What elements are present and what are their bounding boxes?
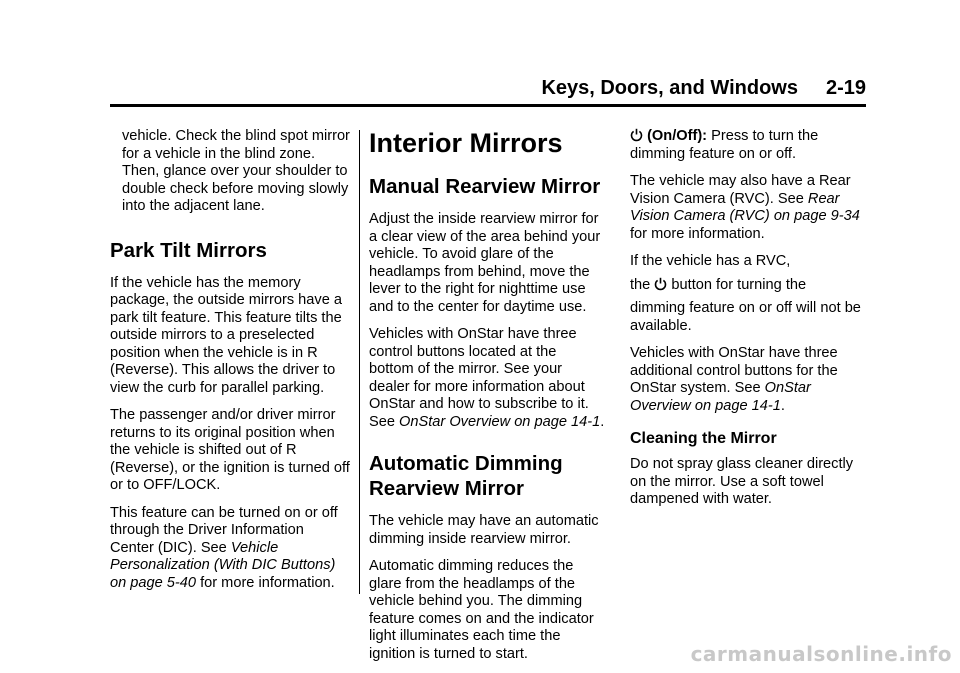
column-2 (369, 128, 605, 673)
page-reference-link[interactable]: OnStar Overview on page 14-1 (399, 413, 601, 430)
paragraph: The vehicle may also have a Rear Vision Camera (RVC). See Rear Vision Camera (RVC) on page 9-34 for more information. (630, 173, 860, 242)
paragraph: Vehicles with OnStar have three control buttons located at the bottom of the mirror. See your dealer for more information about OnStar and how to subscribe to it. See OnStar Overview on page 14-1. (369, 326, 605, 430)
watermark: carmanualsonline.info (690, 642, 952, 666)
page-reference-link[interactable]: Vehicle Personalization (With DIC Buttons) on page 5-40 (110, 539, 336, 591)
column-3 (630, 128, 868, 519)
paragraph: If the vehicle has the memory package, the outside mirrors have a park tilt feature. This feature tilts the outside mirrors to a preselected position when the vehicle is in R (Reverse). This allows the driver to view the curb for parallel parking. (110, 274, 343, 396)
page-number: 2-19 (825, 77, 866, 99)
heading-cleaning-the-mirror: Cleaning the Mirror (630, 430, 777, 447)
power-icon (630, 128, 643, 142)
paragraph: dimming feature on or off will not be available. (630, 300, 861, 334)
paragraph: Adjust the inside rearview mirror for a clear view of the area behind your vehicle. To avoid glare of the headlamps from behind, move the lever to the right for nighttime use and to the center for daytime use. (369, 211, 601, 315)
paragraph: Do not spray glass cleaner directly on the mirror. Use a soft towel dampened with water. (630, 456, 854, 507)
paragraph: The passenger and/or driver mirror returns to its original position when the vehicle is shifted out of R (Reverse), or the ignition is turned off or to OFF/LOCK. (110, 407, 350, 493)
section-title: Keys, Doors, and Windows (541, 77, 798, 99)
column-divider (359, 130, 360, 594)
paragraph: This feature can be turned on or off through the Driver Information Center (DIC). See Vehicle Personalization (With DIC Buttons) on page 5-40 for more information. (110, 504, 338, 591)
paragraph: If the vehicle has a RVC, (630, 253, 791, 269)
header-rule (110, 104, 866, 107)
paragraph: Automatic dimming reduces the glare from the headlamps of the vehicle behind you. The dimming feature comes on and the indicator light illuminates each time the ignition is turned to start. (369, 558, 594, 662)
paragraph: The vehicle may have an automatic dimming inside rearview mirror. (369, 513, 599, 547)
heading-automatic-dimming: Automatic Dimming Rearview Mirror (369, 452, 563, 500)
heading-park-tilt-mirrors: Park Tilt Mirrors (110, 238, 267, 262)
column-1 (110, 128, 350, 602)
page-reference-link[interactable]: OnStar Overview on page 14-1 (630, 380, 811, 414)
paragraph: the button for turning the (630, 276, 807, 293)
continued-text: vehicle. Check the blind spot mirror for a vehicle in the blind zone. Then, glance over your shoulder to double check before moving slowly into the adjacent lane. (122, 128, 350, 214)
heading-manual-rearview-mirror: Manual Rearview Mirror (369, 175, 601, 198)
onoff-label: (On/Off): (647, 128, 708, 144)
power-icon (654, 277, 667, 291)
page-header (110, 76, 866, 100)
paragraph: (On/Off): Press to turn the dimming feature on or off. (630, 128, 819, 162)
page-reference-link[interactable]: Rear Vision Camera (RVC) on page 9-34 (630, 190, 860, 224)
paragraph: Vehicles with OnStar have three additional control buttons for the OnStar system. See OnStar Overview on page 14-1. (630, 345, 838, 414)
heading-interior-mirrors: Interior Mirrors (369, 128, 563, 158)
